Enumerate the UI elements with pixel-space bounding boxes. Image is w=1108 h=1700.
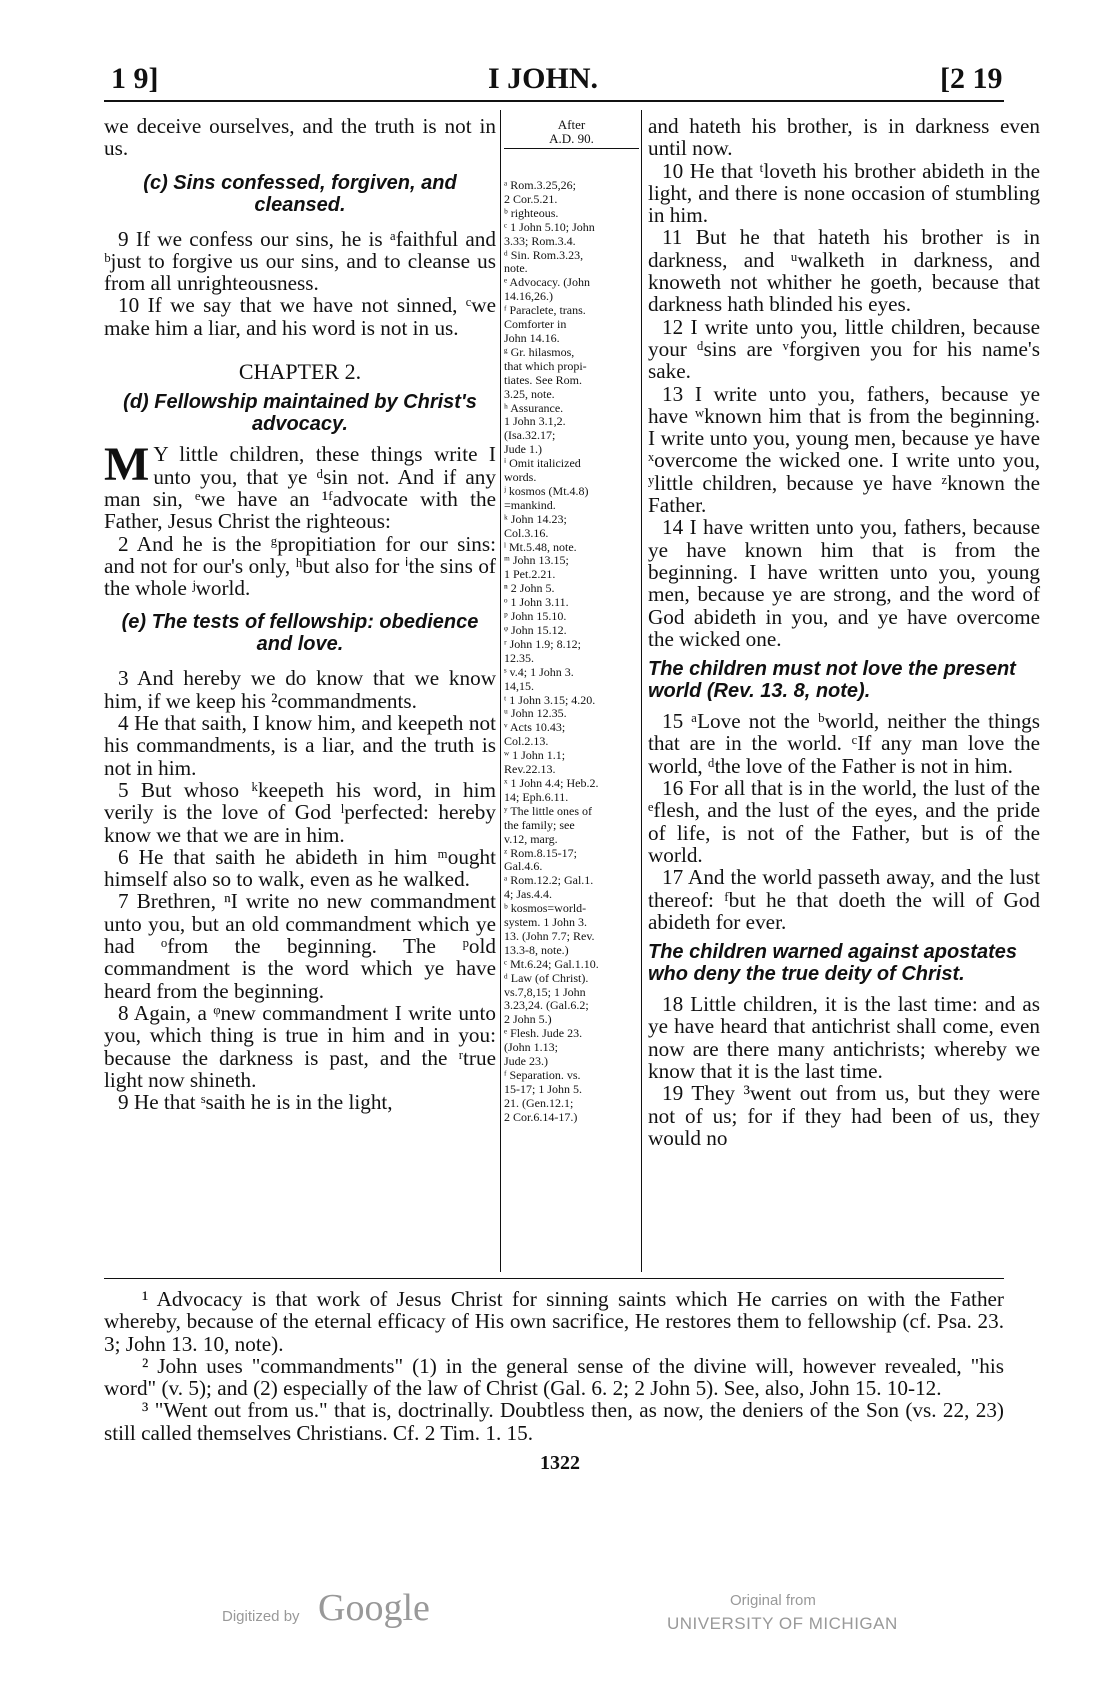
verse-2-18: 18 Little children, it is the last time: and as ye have heard that antichrist shall come, even now are there many antichrists; whereby we know that it is the last time. (648, 992, 1040, 1083)
cross-reference-line: ʸ The little ones of (504, 804, 592, 818)
footnotes (104, 1288, 1004, 1444)
verse-2-19: 19 They ³went out from us, but they were not of us; for if they had been of us, they would no (648, 1081, 1040, 1150)
cross-reference-line: 4; Jas.4.4. (504, 888, 552, 902)
cross-reference-line: vs.7,8,15; 1 John (504, 985, 586, 999)
verse-2-9: 9 He that ˢsaith he is in the light, (118, 1090, 393, 1115)
verse-2-1 (104, 438, 496, 534)
cross-reference-line: ᶜ 1 John 5.10; John (504, 220, 595, 234)
verse-2-8: 8 Again, a ᵠnew commandment I write unto you, which thing is true in him and in you: because the darkness is past, and the ʳtrue light now shineth. (104, 1000, 496, 1092)
cross-reference-line: ˣ 1 John 4.4; Heb.2. (504, 776, 599, 790)
column-divider-right (641, 110, 642, 1272)
cross-reference-line: 14.16,26.) (504, 290, 553, 304)
original-from-label: Original from (730, 1592, 816, 1609)
footnote-rule (104, 1278, 1004, 1279)
cross-reference-line: words. (504, 471, 537, 485)
right-column (648, 115, 1040, 1149)
chapter-heading: CHAPTER 2. (238, 359, 362, 385)
cross-reference-line: ᵇ kosmos=world- (504, 902, 587, 916)
cross-reference-line: ᵈ Sin. Rom.3.23, (504, 248, 584, 262)
cross-reference-line: 12.35. (504, 651, 534, 665)
cross-reference-line: 1 Pet.2.21. (504, 568, 556, 582)
verse-2-5: 5 But whoso ᵏkeepeth his word, in him verily is the love of God ˡperfected: hereby know we that we are in him. (104, 777, 496, 847)
verse-2-10: 10 He that ᵗloveth his brother abideth in the light, and there is none occasion of stumbling in him. (648, 158, 1040, 228)
footnote-2: ² John uses "commandments" (1) in the general sense of the divine will, however revealed, "his word" (v. 5); and (2) especially of the law of Christ (Gal. 6. 2; 2 John 5). See, also, John 15. 10-12. (104, 1353, 1004, 1401)
cross-reference-line: ⁿ 2 John 5. (504, 582, 555, 596)
cross-reference-line: ᵉ Flesh. Jude 23. (504, 1027, 583, 1041)
cross-reference-line: ᵘ John 12.35. (504, 707, 567, 721)
cross-reference-line: ᵐ John 13.15; (504, 554, 569, 568)
cross-reference-line: 3.33; Rom.3.4. (504, 234, 576, 248)
cross-reference-line: Col.2.13. (504, 735, 549, 749)
section-heading-e: (e) The tests of fellowship: obedience and love. (121, 611, 479, 656)
cross-reference-line: ᵇ righteous. (504, 206, 559, 220)
cross-reference-line: 15-17; 1 John 5. (504, 1082, 582, 1096)
section-heading-apostates: The children warned against apostates who deny the true deity of Christ. (648, 941, 1017, 986)
drop-cap: M (104, 438, 150, 492)
cross-reference-line: John 14.16. (504, 331, 560, 345)
footnote-1: ¹ Advocacy is that work of Jesus Christ for sinning saints which He carries on with the Father whereby, because of the eternal efficacy of His own sacrifice, He restores them to fellowship (cf. Psa. 23. 3; John 13. 10, note). (104, 1287, 1004, 1356)
cross-reference-list (504, 179, 639, 1125)
cross-reference-line: 1 John 3.1,2. (504, 415, 566, 429)
date-marker (504, 118, 639, 149)
cross-reference-line: Comforter in (504, 318, 567, 332)
cross-reference-line: ᵛ Acts 10.43; (504, 721, 566, 735)
verse-2-4: 4 He that saith, I know him, and keepeth not his commandments, is a liar, and the truth is not in him. (104, 711, 496, 780)
cross-reference-line: 3.25, note. (504, 387, 555, 401)
cross-reference-line: ᵃ Rom.12.2; Gal.1. (504, 874, 594, 888)
footnote-3: ³ "Went out from us." that is, doctrinally. Doubtless then, as now, the deniers of the Son (vs. 22, 23) still called themselves Christians. Cf. 2 Tim. 1. 15. (104, 1398, 1004, 1445)
header-book-title: I JOHN. (488, 62, 599, 95)
cross-reference-line: ᵖ John 15.10. (504, 610, 567, 624)
cross-reference-line: 2 Cor.5.21. (504, 192, 558, 206)
university-label: UNIVERSITY OF MICHIGAN (667, 1614, 898, 1633)
verse-2-15: 15 ᵃLove not the ᵇworld, neither the things that are in the world. ᶜIf any man love the world, ᵈthe love of the Father is not in him. (648, 709, 1040, 778)
cross-reference-line: ᵠ John 15.12. (504, 624, 567, 637)
header-chapter-verse-right: [2 19 (940, 62, 1003, 95)
cross-reference-line: ʷ 1 John 1.1; (504, 749, 566, 763)
cross-reference-line: 14; Eph.6.11. (504, 790, 569, 804)
cross-reference-line: 3.23,24. (Gal.6.2; (504, 999, 589, 1013)
section-heading-d: (d) Fellowship maintained by Christ's advocacy. (123, 391, 477, 436)
verse-2-3: 3 And hereby we do know that we know him, if we keep his ²commandments. (104, 666, 496, 713)
right-para-continuation: and hateth his brother, is in darkness even until now. (648, 114, 1040, 161)
cross-reference-line: ᶜ Mt.6.24; Gal.1.10. (504, 957, 599, 971)
cross-reference-line: ᵍ Gr. hilasmos, (504, 345, 575, 359)
verse-2-1-text: Y little children, these things write I unto you, that ye ᵈsin not. And if any man sin, ᵉwe have an ¹ᶠadvocate with the Father, Jesus Christ the righteous: (104, 442, 496, 534)
left-column (104, 115, 496, 1113)
cross-reference-line: ᶻ Rom.8.15-17; (504, 846, 577, 860)
cross-reference-line: 14,15. (504, 679, 534, 693)
cross-reference-line: (Isa.32.17; (504, 429, 556, 443)
verse-2-16: 16 For all that is in the world, the lust of the ᵉflesh, and the lust of the eyes, and the pride of life, is not of the Father, but is of the world. (648, 776, 1040, 867)
section-heading-world: The children must not love the present world (Rev. 13. 8, note). (648, 658, 1016, 703)
cross-reference-line: ᵉ Advocacy. (John (504, 276, 590, 290)
verse-2-12: 12 I write unto you, little children, because your ᵈsins are ᵛforgiven you for his name's sake. (648, 314, 1040, 384)
cross-reference-line: ᵒ 1 John 3.11. (504, 596, 569, 610)
cross-reference-line: ᵗ 1 John 3.15; 4.20. (504, 693, 596, 707)
google-logo: Google (318, 1587, 430, 1629)
cross-reference-line: v.12, marg. (504, 832, 558, 846)
cross-reference-line: ʰ Assurance. (504, 401, 564, 415)
cross-reference-line: Jude 1.) (504, 443, 542, 457)
cross-reference-line: 2 John 5.) (504, 1013, 552, 1027)
digitized-by-label: Digitized by (222, 1608, 300, 1625)
cross-reference-line: system. 1 John 3. (504, 916, 588, 930)
cross-reference-line: 21. (Gen.12.1; (504, 1096, 574, 1110)
cross-reference-line: tiates. See Rom. (504, 373, 582, 387)
header-rule (104, 100, 1004, 102)
verse-2-6: 6 He that saith he abideth in him ᵐought himself also so to walk, even as he walked. (104, 844, 496, 892)
cross-reference-line: Jude 23.) (504, 1055, 548, 1069)
cross-reference-line: Rev.22.13. (504, 763, 556, 777)
date-ad-label: A.D. 90. (504, 132, 639, 149)
cross-reference-line: ʲ kosmos (Mt.4.8) (504, 484, 589, 498)
verse-2-13: 13 I write unto you, fathers, because ye have ʷknown him that is from the beginning. I write unto you, young men, because ye have ˣovercome the wicked one. I write unto you, ʸlittle children, because ye have ᶻknown the Father. (648, 381, 1040, 518)
cross-reference-line: 2 Cor.6.14-17.) (504, 1110, 578, 1124)
cross-reference-line: ᵏ John 14.23; (504, 512, 567, 526)
cross-reference-line: ˢ v.4; 1 John 3. (504, 665, 574, 679)
cross-reference-line: ᶠ Paraclete, trans. (504, 304, 586, 318)
verse-2-7: 7 Brethren, ⁿI write no new commandment unto you, but an old commandment which ye had ᵒfrom the beginning. The ᵖold commandment is the word which ye have heard from the beginning. (104, 889, 496, 1003)
cross-reference-line: the family; see (504, 818, 575, 832)
verse-2-17: 17 And the world passeth away, and the lust thereof: ᶠbut he that doeth the will of God abideth for ever. (648, 865, 1040, 934)
cross-reference-line: 13.3-8, note.) (504, 943, 569, 957)
cross-reference-line: ᶠ Separation. vs. (504, 1069, 581, 1082)
column-divider-left (500, 110, 501, 1272)
left-para-continuation: we deceive ourselves, and the truth is not in us. (104, 114, 496, 161)
cross-reference-line: ⁱ Omit italicized (504, 457, 581, 471)
cross-reference-line: ᵈ Law (of Christ). (504, 971, 589, 985)
cross-reference-line: Col.3.16. (504, 526, 549, 540)
cross-reference-line: =mankind. (504, 498, 556, 512)
verse-2-14: 14 I have written unto you, fathers, because ye have known him that is from the beginning. I have written unto you, young men, because ye are strong, and the word of God abideth in you, and ye have overcome the wicked one. (648, 515, 1040, 651)
cross-reference-line: that which propi- (504, 359, 587, 373)
verse-2-2: 2 And he is the ᵍpropitiation for our sins: and not for our's only, ʰbut also for ⁱthe sins of the whole ʲworld. (104, 531, 496, 601)
cross-reference-line: Gal.4.6. (504, 860, 543, 874)
cross-reference-line: ˡ Mt.5.48, note. (504, 540, 577, 554)
cross-reference-line: ᵃ Rom.3.25,26; (504, 179, 576, 192)
verse-1-9: 9 If we confess our sins, he is ᵃfaithful and ᵇjust to forgive us our sins, and to cleanse us from all unrighteousness. (104, 226, 496, 296)
page-number: 1322 (540, 1452, 580, 1474)
cross-reference-line: (John 1.13; (504, 1041, 558, 1055)
verse-1-10: 10 If we say that we have not sinned, ᶜwe make him a liar, and his word is not in us. (104, 293, 496, 340)
section-heading-c: (c) Sins confessed, forgiven, and cleansed. (143, 171, 457, 216)
cross-reference-line: 13. (John 7.7; Rev. (504, 929, 595, 943)
margin-notes-column (504, 118, 639, 1125)
verse-2-11: 11 But he that hateth his brother is in darkness, and ᵘwalketh in darkness, and knoweth not whither he goeth, because that darkness hath blinded his eyes. (648, 225, 1040, 317)
cross-reference-line: note. (504, 262, 528, 276)
cross-reference-line: ʳ John 1.9; 8.12; (504, 637, 581, 651)
header-chapter-verse-left: 1 9] (111, 62, 159, 95)
date-after-label: After (557, 117, 586, 132)
